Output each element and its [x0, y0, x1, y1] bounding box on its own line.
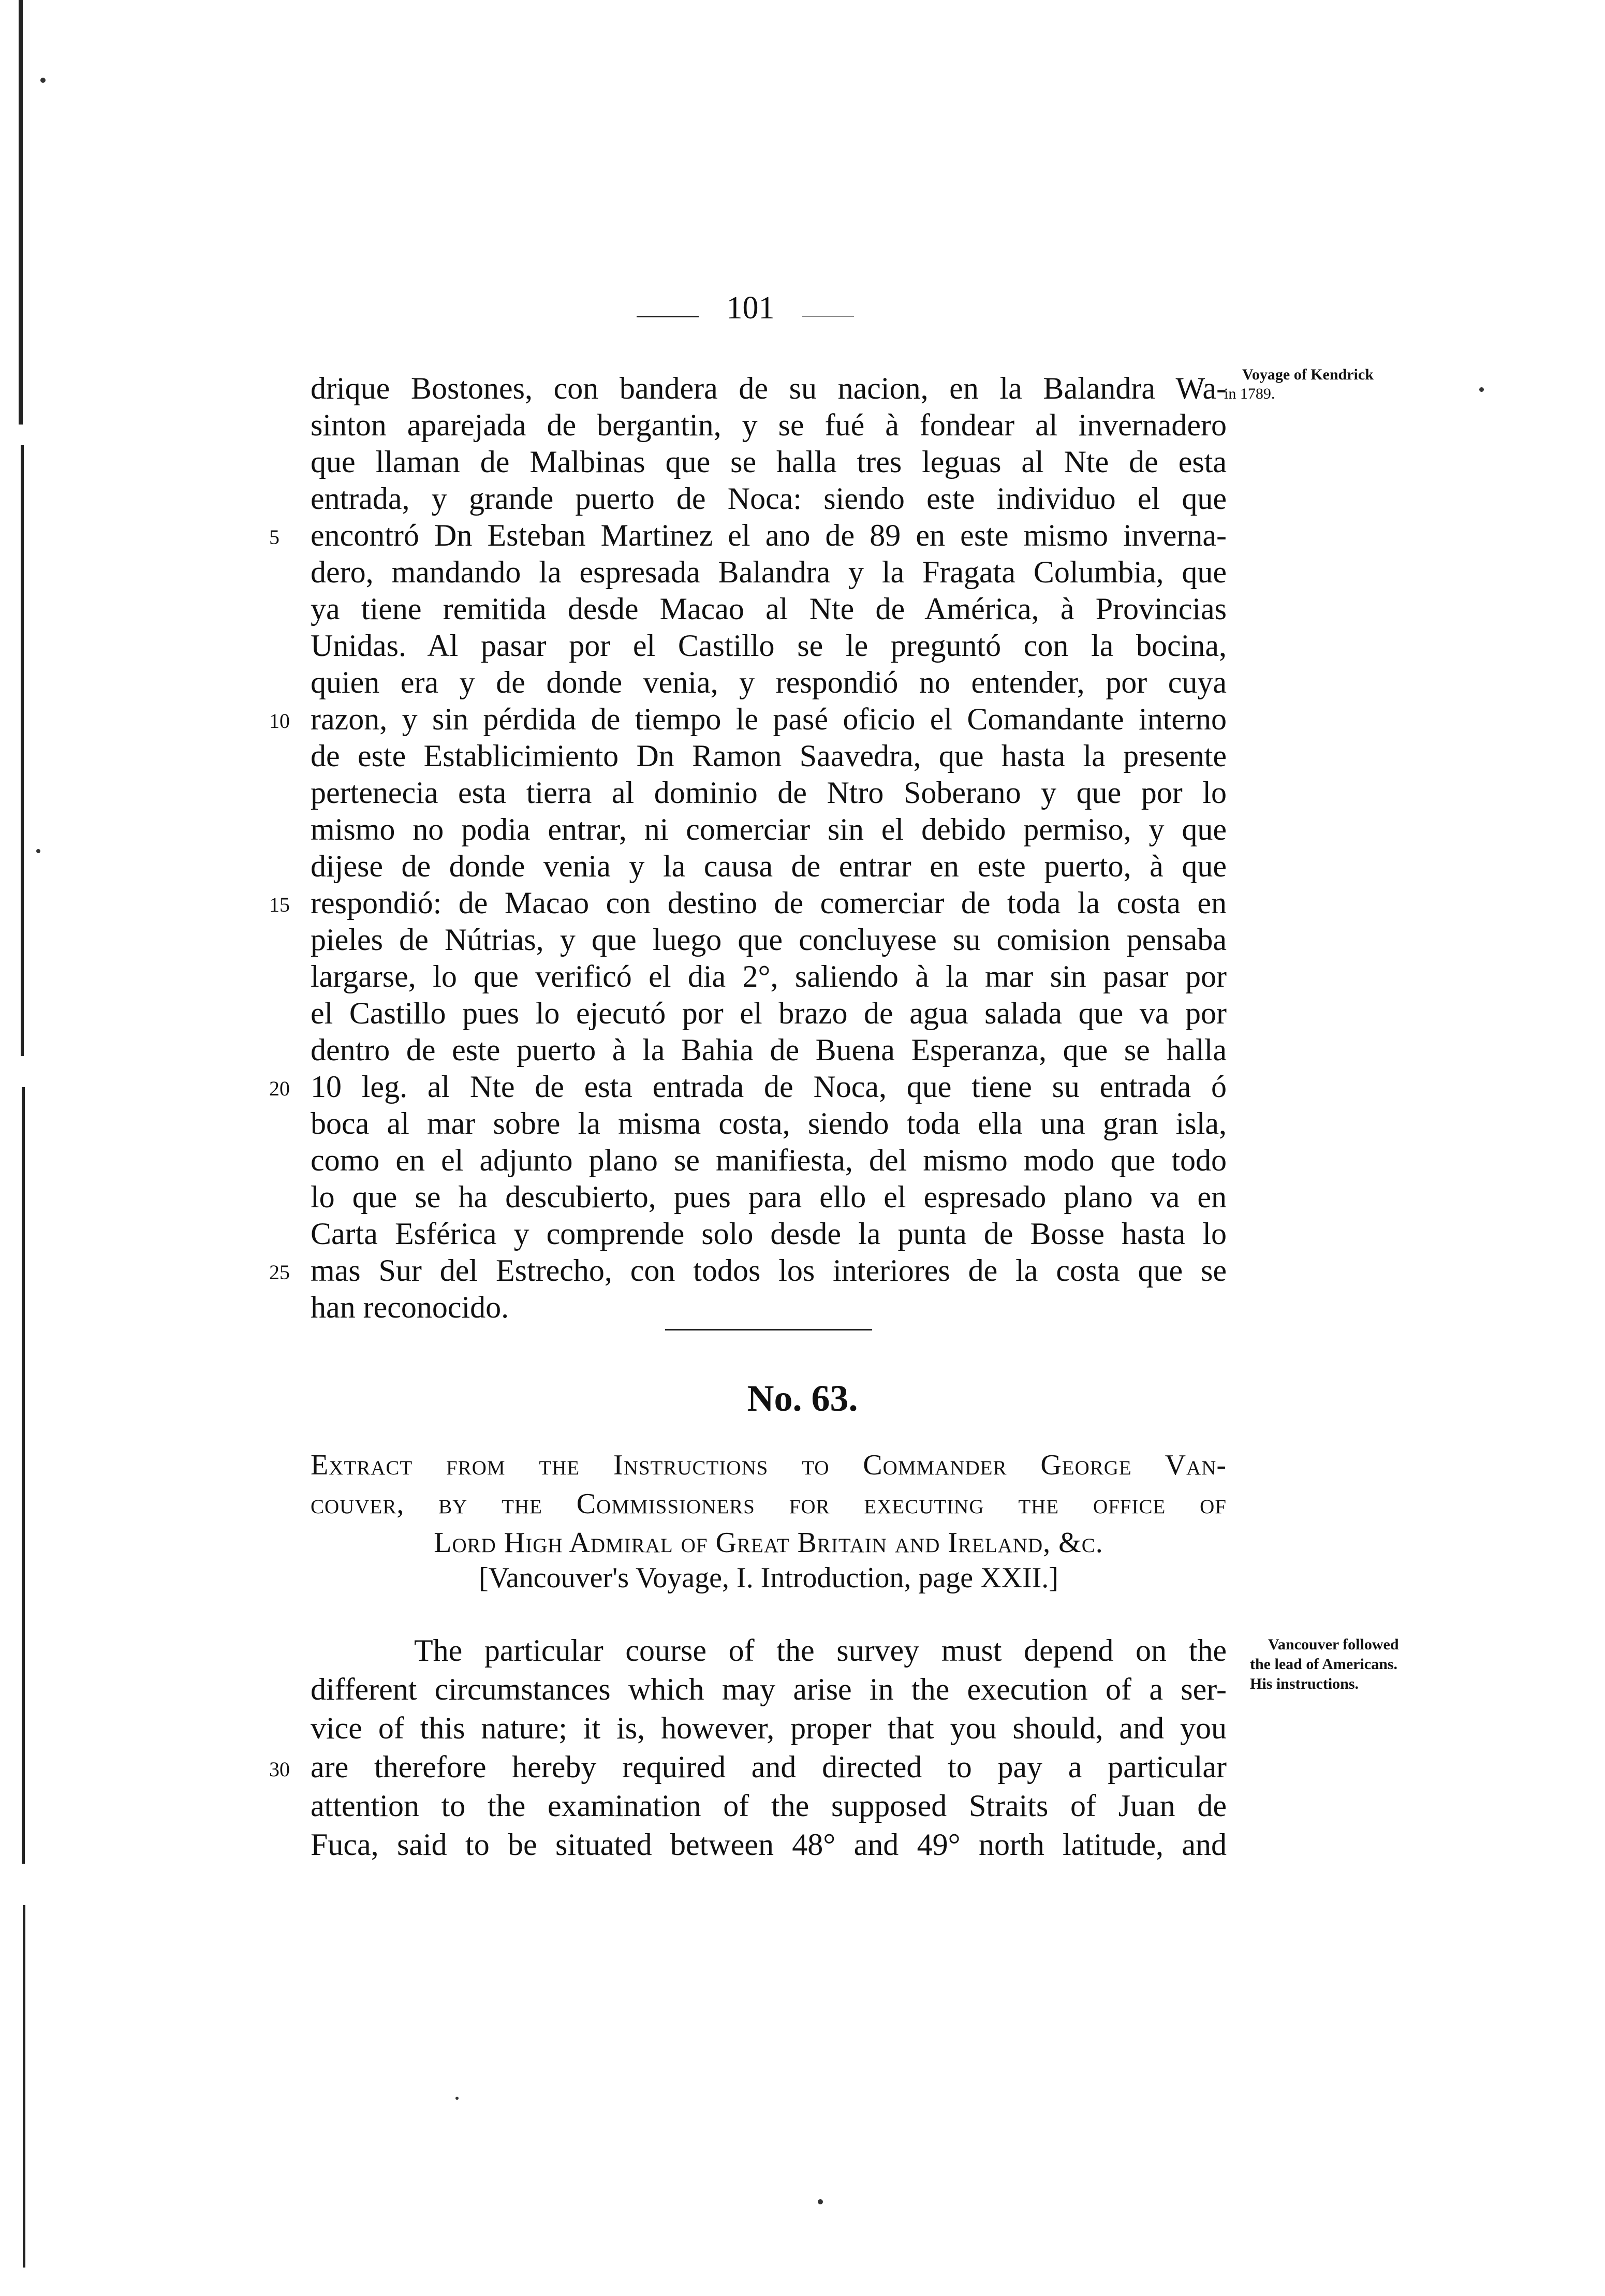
text-line: mas Sur del Estrecho, con todos los interiores de la costa que se	[311, 1253, 1227, 1288]
binding-edge	[23, 1905, 25, 2268]
line-number: 5	[269, 525, 279, 549]
source-citation: [Vancouver's Voyage, I. Introduction, page XXII.]	[479, 1562, 1058, 1594]
text-line: 10 leg. al Nte de esta entrada de Noca, que tiene su entrada ó	[311, 1070, 1227, 1104]
text-line: lo que se ha descubierto, pues para ello el espresado plano va en	[311, 1180, 1227, 1214]
text-line: el Castillo pues lo ejecutó por el brazo de agua salada que va por	[311, 996, 1227, 1030]
header-rule-right	[802, 316, 854, 317]
text-line: Carta Esférica y comprende solo desde la punta de Bosse hasta lo	[311, 1217, 1227, 1251]
scan-speck	[818, 2199, 823, 2204]
text-line: quien era y de donde venia, y respondió no entender, por cuya	[311, 665, 1227, 699]
page-number: 101	[726, 290, 775, 326]
text-line: encontró Dn Esteban Martinez el ano de 89 en este mismo inverna-	[311, 518, 1227, 552]
scan-speck	[455, 2097, 459, 2100]
document-title-line: Lord High Admiral of Great Britain and Ireland, &c.	[434, 1527, 1103, 1559]
text-line: han reconocido.	[311, 1290, 509, 1324]
line-number: 25	[269, 1261, 290, 1284]
text-line: Fuca, said to be situated between 48° and 49° north latitude, and	[311, 1827, 1227, 1862]
text-line: dentro de este puerto à la Bahia de Buena Esperanza, que se halla	[311, 1033, 1227, 1067]
text-line: pertenecia esta tierra al dominio de Ntro Soberano y que por lo	[311, 776, 1227, 810]
text-line: pieles de Nútrias, y que luego que concluyese su comision pensaba	[311, 923, 1227, 957]
text-line: mismo no podia entrar, ni comerciar sin el debido permiso, y que	[311, 812, 1227, 846]
text-line: respondió: de Macao con destino de comerciar de toda la costa en	[311, 886, 1227, 920]
scan-speck	[36, 849, 40, 853]
document-title-line: couver, by the Commissioners for executing the office of	[311, 1488, 1227, 1520]
margin-note-line: Vancouver followed	[1268, 1636, 1399, 1653]
scan-speck	[1479, 387, 1484, 392]
binding-edge	[21, 445, 24, 1056]
text-line: sinton aparejada de bergantin, y se fué à fondear al invernadero	[311, 408, 1227, 442]
text-line: que llaman de Malbinas que se halla tres leguas al Nte de esta	[311, 445, 1227, 479]
text-line: entrada, y grande puerto de Noca: siendo este individuo el que	[311, 481, 1227, 516]
document-number-heading: No. 63.	[747, 1378, 858, 1419]
text-line: boca al mar sobre la misma costa, siendo toda ella una gran isla,	[311, 1106, 1227, 1140]
text-line: attention to the examination of the supposed Straits of Juan de	[311, 1789, 1227, 1823]
text-line: are therefore hereby required and directed to pay a particular	[311, 1750, 1227, 1784]
binding-edge	[22, 1087, 25, 1864]
text-line: de este Establicimiento Dn Ramon Saavedra, que hasta la presente	[311, 739, 1227, 773]
header-rule-left	[637, 316, 699, 317]
text-line: largarse, lo que verificó el dia 2°, saliendo à la mar sin pasar por	[311, 959, 1227, 993]
margin-note-line: in 1789.	[1224, 385, 1275, 402]
text-line: different circumstances which may arise in the execution of a ser-	[311, 1672, 1227, 1706]
text-line: drique Bostones, con bandera de su nacion, en la Balandra Wa-	[311, 371, 1227, 405]
margin-note-line: Voyage of Kendrick	[1242, 366, 1374, 383]
line-number: 15	[269, 893, 290, 916]
margin-note-line: the lead of Americans.	[1250, 1656, 1397, 1673]
section-separator	[665, 1329, 872, 1330]
text-line: razon, y sin pérdida de tiempo le pasé oficio el Comandante interno	[311, 702, 1227, 736]
text-line: dero, mandando la espresada Balandra y la Fragata Columbia, que	[311, 555, 1227, 589]
document-title-line: Extract from the Instructions to Commander George Van-	[311, 1449, 1227, 1481]
scan-speck	[40, 78, 46, 83]
text-line: vice of this nature; it is, however, proper that you should, and you	[311, 1711, 1227, 1745]
line-number: 20	[269, 1077, 290, 1100]
text-line: como en el adjunto plano se manifiesta, del mismo modo que todo	[311, 1143, 1227, 1177]
text-line: dijese de donde venia y la causa de entrar en este puerto, à que	[311, 849, 1227, 883]
line-number: 30	[269, 1758, 290, 1781]
text-line: ya tiene remitida desde Macao al Nte de América, à Provincias	[311, 592, 1227, 626]
binding-edge	[19, 0, 23, 425]
text-line: Unidas. Al pasar por el Castillo se le preguntó con la bocina,	[311, 628, 1227, 663]
line-number: 10	[269, 709, 290, 733]
text-line: The particular course of the survey must depend on the	[414, 1633, 1227, 1668]
margin-note-line: His instructions.	[1250, 1675, 1359, 1692]
